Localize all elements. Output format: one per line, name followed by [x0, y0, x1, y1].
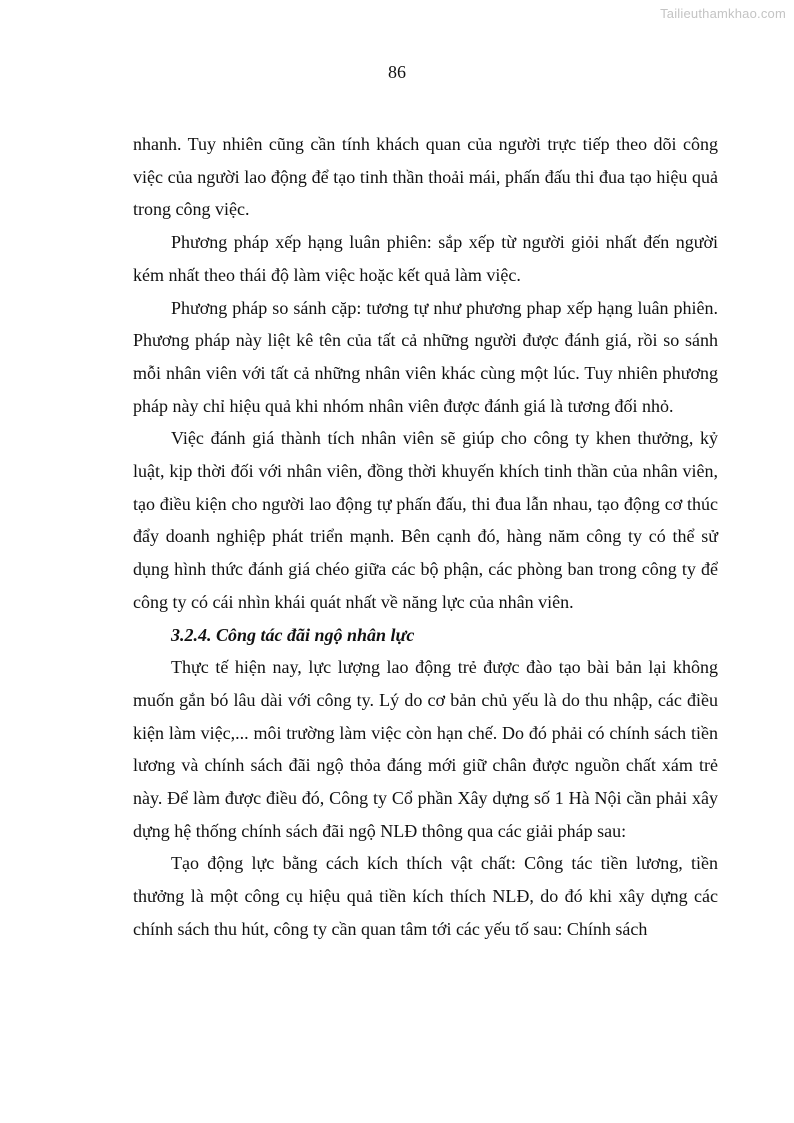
paragraph-evaluation-benefits: Việc đánh giá thành tích nhân viên sẽ giúp cho công ty khen thưởng, kỷ luật, kịp thời đối với nhân viên, đồng thời khuyến khích tinh thần của nhân viên, tạo điều kiện cho người lao động tự phấn đấu, thi đua lẫn nhau, tạo động cơ thúc đẩy doanh nghiệp phát triển mạnh. Bên cạnh đó, hàng năm công ty có thể sử dụng hình thức đánh giá chéo giữa các bộ phận, các phòng ban trong công ty để công ty có cái nhìn khái quát nhất về năng lực của nhân viên. [133, 428, 718, 612]
section-heading: 3.2.4. Công tác đãi ngộ nhân lực [171, 624, 415, 645]
paragraph-material-motivation: Tạo động lực bằng cách kích thích vật chất: Công tác tiền lương, tiền thưởng là một công cụ hiệu quả tiền kích thích NLĐ, do đó khi xây dựng các chính sách thu hút, công ty cần quan tâm tới các yếu tố sau: Chính sách [133, 853, 718, 939]
paragraph-current-situation: Thực tế hiện nay, lực lượng lao động trẻ được đào tạo bài bản lại không muốn gắn bó lâu dài với công ty. Lý do cơ bản chủ yếu là do thu nhập, các điều kiện làm việc,... môi trường làm việc còn hạn chế. Do đó phải có chính sách tiền lương và chính sách đãi ngộ thỏa đáng mới giữ chân được nguồn chất xám trẻ này. Để làm được điều đó, Công ty Cổ phần Xây dựng số 1 Hà Nội cần phải xây dựng hệ thống chính sách đãi ngộ NLĐ thông qua các giải pháp sau: [133, 657, 718, 841]
page-number: 86 [388, 62, 406, 82]
paragraph-pair-comparison: Phương pháp so sánh cặp: tương tự như phương phap xếp hạng luân phiên. Phương pháp này liệt kê tên của tất cả những người được đánh giá, rồi so sánh mỗi nhân viên với tất cả những nhân viên khác cùng một lúc. Tuy nhiên phương pháp này chỉ hiệu quả khi nhóm nhân viên được đánh giá là tương đối nhỏ. [133, 297, 718, 416]
watermark: Tailieuthamkhao.com [660, 6, 786, 21]
paragraph-continuation: nhanh. Tuy nhiên cũng cần tính khách quan của người trực tiếp theo dõi công việc của người lao động để tạo tinh thần thoải mái, phấn đấu thi đua tạo hiệu quả trong công việc. [133, 134, 718, 220]
document-body [133, 128, 718, 946]
paragraph-rotation-ranking: Phương pháp xếp hạng luân phiên: sắp xếp từ người giỏi nhất đến người kém nhất theo thái độ làm việc hoặc kết quả làm việc. [133, 232, 718, 285]
